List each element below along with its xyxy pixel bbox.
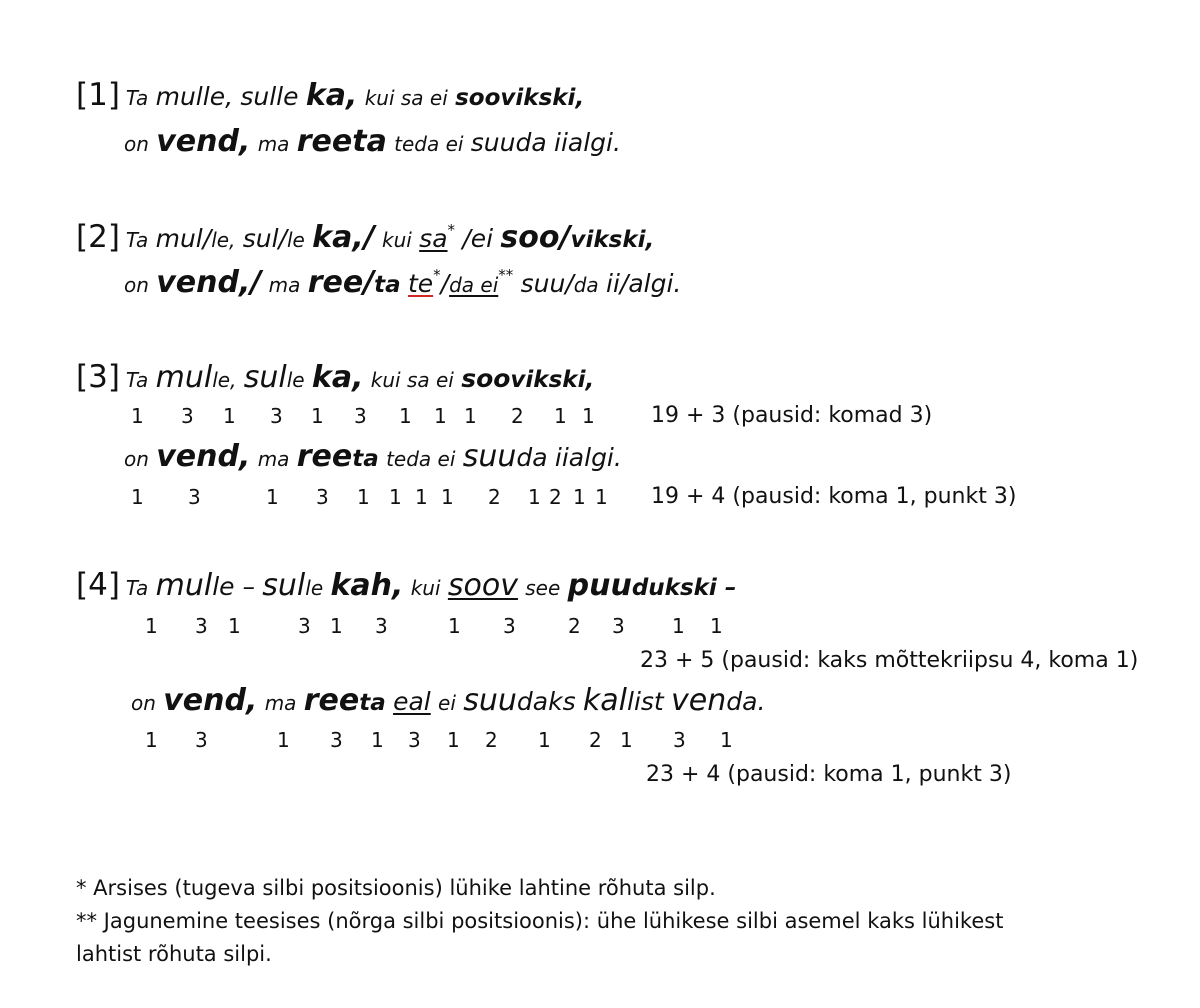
word: le,: [211, 228, 236, 252]
syllable-count: 3: [408, 728, 421, 752]
word: /ei: [462, 224, 494, 253]
syllable-count: 1: [720, 728, 733, 752]
word: ven: [671, 683, 727, 718]
word: mul: [155, 568, 213, 603]
word: da.: [726, 687, 766, 716]
example4-nums2: [145, 730, 745, 752]
word: Ta: [125, 228, 149, 252]
word: on: [124, 273, 149, 297]
word: ree: [303, 683, 360, 718]
syllable-count: 1: [357, 485, 370, 509]
word: mul/: [155, 224, 212, 253]
word: vend,: [163, 683, 258, 718]
example3-ref: [3]: [76, 359, 120, 395]
word: ka,: [305, 78, 358, 113]
syllable-count: 2: [511, 404, 524, 428]
word: ta: [359, 690, 386, 716]
word: kah,: [330, 568, 404, 603]
syllable-count: 1: [464, 404, 477, 428]
word: sul: [243, 360, 287, 395]
footnote-2: ** Jagunemine teesises (nõrga silbi positsioonis): ühe lühikese silbi asemel kaks lühikest: [76, 909, 1004, 933]
word: on: [124, 132, 149, 156]
syllable-count: 3: [270, 404, 283, 428]
example4-count2: 23 + 4 (pausid: koma 1, punkt 3): [646, 762, 1012, 787]
asterisk-mark: *: [447, 221, 456, 239]
word: mul: [155, 360, 213, 395]
double-asterisk-mark: **: [498, 266, 514, 284]
syllable-count: 1: [582, 404, 595, 428]
asterisk-mark: *: [433, 266, 441, 284]
word: list: [627, 687, 664, 716]
word: ree: [296, 439, 353, 474]
word: sulle: [240, 82, 299, 111]
word: Ta: [125, 368, 149, 392]
word: ta: [374, 272, 401, 298]
word: te: [407, 269, 434, 298]
word: ta: [352, 446, 379, 472]
word: le: [286, 368, 305, 392]
syllable-count: 1: [131, 485, 144, 509]
word: teda ei: [394, 132, 464, 156]
example4-ref: [4]: [76, 567, 120, 603]
example4-line1: [76, 567, 737, 603]
word: soov: [447, 568, 518, 603]
syllable-count: 2: [488, 485, 501, 509]
syllable-count: 2: [485, 728, 498, 752]
word: ka,: [311, 360, 364, 395]
word: vikski,: [510, 367, 595, 393]
syllable-count: 1: [131, 404, 144, 428]
example4-line2: [131, 683, 766, 718]
syllable-count: 1: [620, 728, 633, 752]
example3-line2: [124, 439, 622, 474]
word: mulle,: [155, 82, 234, 111]
word: ei: [438, 691, 456, 715]
syllable-count: 3: [188, 485, 201, 509]
syllable-count: 1: [371, 728, 384, 752]
word: teda ei: [386, 447, 456, 471]
word: ii/: [606, 269, 629, 298]
syllable-count: 2: [589, 728, 602, 752]
syllable-count: 3: [330, 728, 343, 752]
word: iialgi.: [554, 443, 622, 472]
syllable-count: 1: [311, 404, 324, 428]
example2-ref: [2]: [76, 219, 120, 255]
word: kal: [582, 683, 628, 718]
word: ree/: [307, 265, 375, 300]
syllable-count: 1: [145, 728, 158, 752]
syllable-count: 3: [181, 404, 194, 428]
example3-nums1: [131, 406, 611, 428]
syllable-count: 1: [145, 614, 158, 638]
example3-count2: 19 + 4 (pausid: koma 1, punkt 3): [651, 484, 1017, 509]
word: kui: [410, 576, 441, 600]
syllable-count: 1: [672, 614, 685, 638]
word: dukski –: [631, 575, 737, 601]
word: le: [305, 576, 324, 600]
word: iialgi.: [554, 128, 621, 157]
syllable-count: 1: [415, 485, 428, 509]
word: le –: [212, 572, 255, 601]
word: soo/: [500, 220, 571, 255]
syllable-count: 1: [277, 728, 290, 752]
word: le: [286, 228, 305, 252]
word: algi.: [628, 269, 682, 298]
word: eal: [393, 687, 431, 716]
syllable-count: 1: [710, 614, 723, 638]
word: vikski,: [570, 227, 655, 253]
syllable-count: 2: [549, 485, 562, 509]
word: on: [124, 447, 149, 471]
word: vend,/: [156, 265, 262, 300]
syllable-count: 1: [448, 614, 461, 638]
word: kui sa ei: [370, 368, 454, 392]
syllable-count: 1: [228, 614, 241, 638]
syllable-count: 3: [673, 728, 686, 752]
word: ma: [257, 447, 290, 471]
syllable-count: 1: [389, 485, 402, 509]
word: vend,: [156, 439, 251, 474]
example4-count1: 23 + 5 (pausid: kaks mõttekriipsu 4, koma 1): [640, 648, 1139, 673]
syllable-count: 3: [375, 614, 388, 638]
word: sul: [262, 568, 306, 603]
word: vend,: [156, 124, 251, 159]
word: sa: [419, 224, 448, 253]
example1-line1: [76, 77, 585, 113]
word: soovikski,: [455, 85, 585, 111]
syllable-count: 1: [595, 485, 608, 509]
syllable-count: 1: [573, 485, 586, 509]
word: da: [516, 443, 548, 472]
word: puu: [567, 568, 632, 603]
footnote-1: * Arsises (tugeva silbi positsioonis) lühike lahtine rõhuta silp.: [76, 876, 716, 900]
footnote-2-continued: lahtist rõhuta silpi.: [76, 942, 272, 966]
syllable-count: 1: [330, 614, 343, 638]
syllable-count: 1: [554, 404, 567, 428]
word: da ei: [449, 273, 499, 297]
word: ma: [264, 691, 297, 715]
word: Ta: [125, 576, 149, 600]
word: kui: [382, 228, 412, 252]
word: reeta: [296, 124, 387, 159]
word: on: [131, 691, 156, 715]
syllable-count: 3: [195, 614, 208, 638]
word: kui sa ei: [364, 86, 448, 110]
word: suu/: [520, 269, 574, 298]
example3-nums2: [131, 487, 611, 509]
syllable-count: 1: [538, 728, 551, 752]
word: suuda: [470, 128, 547, 157]
word: suu: [462, 439, 517, 474]
syllable-count: 3: [503, 614, 516, 638]
word: see: [525, 576, 561, 600]
example2-line1: [76, 219, 655, 255]
syllable-count: 3: [354, 404, 367, 428]
syllable-count: 1: [441, 485, 454, 509]
syllable-count: 1: [266, 485, 279, 509]
syllable-count: 3: [612, 614, 625, 638]
word: da: [573, 273, 599, 297]
example2-line2: [124, 265, 682, 300]
word: sul/: [242, 224, 287, 253]
word: suu: [463, 683, 517, 718]
syllable-count: 1: [223, 404, 236, 428]
word: soo: [461, 364, 511, 393]
word: daks: [516, 687, 576, 716]
syllable-count: 2: [568, 614, 581, 638]
example3-line1: [76, 359, 595, 395]
word: /: [440, 269, 450, 298]
word: ma: [257, 132, 290, 156]
syllable-count: 1: [447, 728, 460, 752]
syllable-count: 3: [316, 485, 329, 509]
syllable-count: 1: [434, 404, 447, 428]
word: ka,/: [312, 220, 375, 255]
example1-line2: [124, 124, 621, 159]
example3-count1: 19 + 3 (pausid: komad 3): [651, 403, 933, 428]
syllable-count: 3: [195, 728, 208, 752]
syllable-count: 1: [528, 485, 541, 509]
word: Ta: [125, 86, 149, 110]
example4-nums1: [145, 616, 745, 638]
word: le,: [212, 368, 237, 392]
syllable-count: 1: [399, 404, 412, 428]
word: ma: [268, 273, 301, 297]
example1-ref: [1]: [76, 77, 120, 113]
syllable-count: 3: [298, 614, 311, 638]
